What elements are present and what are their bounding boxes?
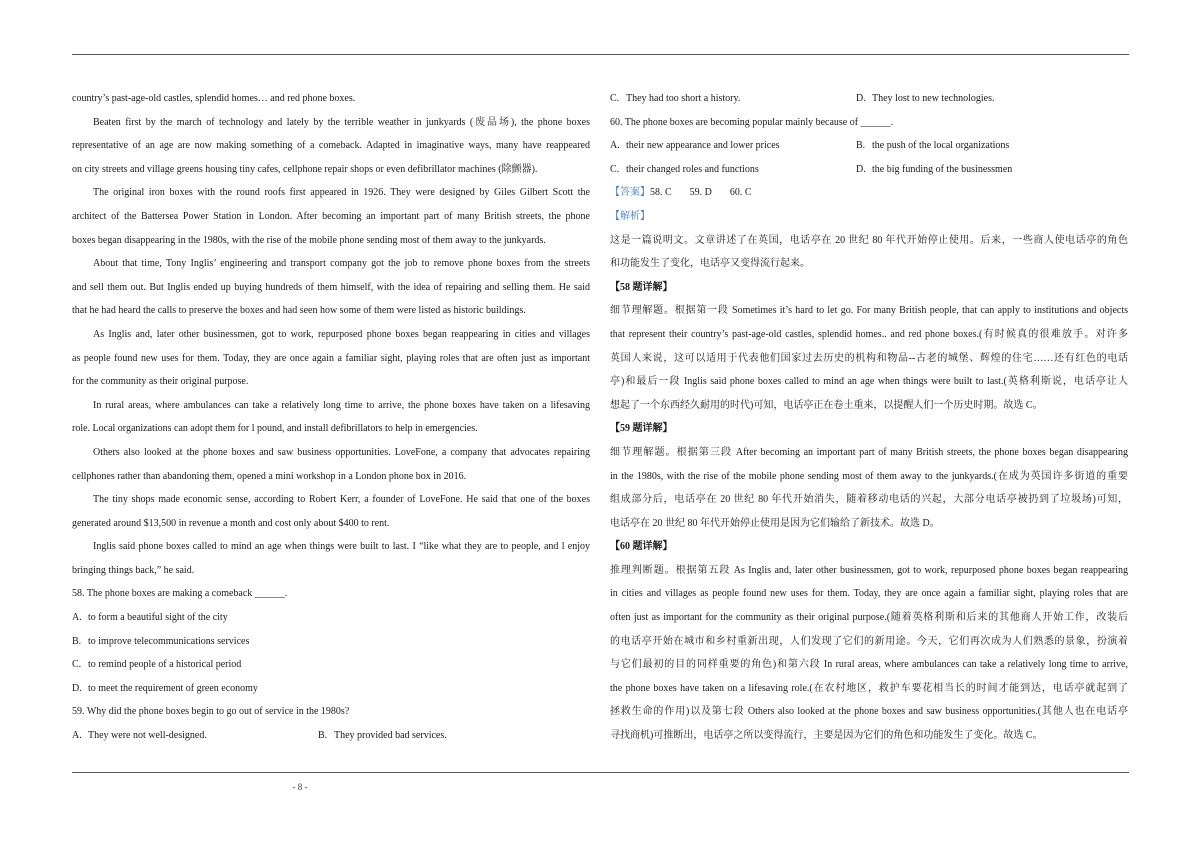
option-letter: B. [72, 635, 82, 647]
explanation-59-heading: 【59 题详解】 [610, 423, 673, 435]
option-letter: A. [72, 730, 82, 742]
question-59-options-row [72, 724, 590, 748]
question-59-options-row [610, 87, 1128, 111]
question-59-option [72, 724, 318, 748]
option-text: They provided bad services. [334, 730, 447, 742]
explanation-line: 推理判断题。根据第五段 As Inglis and, later other businessmen, got to work, repurposed phone boxes began reappearing [610, 564, 1128, 576]
passage-line: The tiny shops made economic sense, according to Robert Kerr, a founder of LoveFone. He said that one of the boxes [93, 494, 590, 506]
option-text: their changed roles and functions [626, 163, 759, 175]
option-text: They had too short a history. [626, 93, 741, 104]
explanation-line: 与它们最初的目的同样重要的角色)和第六段 In rural areas, where ambulances can take a relatively long time to arrive, [610, 659, 1128, 671]
passage-line: for the community as their original purpose. [72, 376, 249, 388]
question-60-option [856, 134, 1102, 158]
analysis-label: 【解析】 [610, 210, 650, 222]
passage-line: bringing things back,” he said. [72, 564, 195, 576]
option-letter: D. [856, 93, 866, 104]
option-letter: B. [318, 730, 328, 742]
option-text: They were not well-designed. [88, 730, 207, 742]
passage-line: on city streets and village greens housing tiny cafes, cellphone repair shops or even defibrillator machines (除颤器). [72, 163, 538, 175]
answer-label: 【答案】 [610, 187, 650, 199]
option-text: to form a beautiful sight of the city [88, 612, 228, 624]
explanation-line: 拯救生命的作用)以及第七段 Others also looked at the phone boxes and saw business opportunities.(其他人也在电话亭 [610, 706, 1128, 718]
option-text: the big funding of the businessmen [872, 163, 1013, 175]
question-58-option [72, 630, 590, 654]
question-58-option [72, 653, 590, 677]
header-rule [72, 54, 1129, 55]
explanation-line: 想起了一个东西经久耐用的时代)可知，电话亭正在卷土重来，以提醒人们一个历史时期。故选 C。 [610, 399, 1043, 411]
explanation-line: 细节理解题。根据第一段 Sometimes it’s hard to let go. For many British people, that can apply to institutions and objects [610, 305, 1128, 317]
passage-line: country’s past-age-old castles, splendid homes… and red phone boxes. [72, 93, 356, 104]
passage-line: As Inglis and, later other businessmen, got to work, repurposed phone boxes began reappearing in cities and villages [93, 328, 590, 340]
question-60-option [610, 134, 856, 158]
question-58-option [72, 606, 590, 630]
explanation-line: in the 1980s, with the rise of the mobile phone sending most of them away to the junkyards.(在成为英国许多街道的重要 [610, 470, 1128, 482]
explanation-line: 寻找商机)可推断出，电话亭之所以变得流行，主要是因为它们的角色和功能发生了变化。故选 C。 [610, 730, 1043, 742]
option-text: to improve telecommunications services [88, 635, 250, 647]
passage-line: cellphones rather than abandoning them, opened a mini workshop in a London phone box in 2016. [72, 470, 467, 482]
question-60-option [856, 158, 1102, 182]
explanation-line: 英国人来说，这可以适用于代表他们国家过去历史的机构和物品--古老的城堡、辉煌的住宅……还有红色的电话 [610, 352, 1128, 364]
page-number: - 8 - [292, 782, 308, 792]
passage-line: Others also looked at the phone boxes and saw business opportunities. LoveFone, a company that advocates repairing [93, 446, 590, 458]
passage-line: as people found new uses for them. Today, they are once again a familiar sight, playing roles that are often just as important [72, 352, 590, 364]
option-text: to remind people of a historical period [88, 659, 242, 671]
question-59-option [610, 87, 856, 111]
explanation-60-heading: 【60 题详解】 [610, 541, 673, 553]
question-60-stem: 60. The phone boxes are becoming popular mainly because of ______. [610, 116, 894, 128]
passage-line: that he had heard the calls to preserve the boxes and had seen how some of them were listed as historic buildings. [72, 305, 526, 317]
question-58-stem: 58. The phone boxes are making a comeback ______. [72, 588, 288, 600]
explanation-line: 电话亭在 20 世纪 80 年代开始停止使用是因为它们输给了新技术。故选 D。 [610, 517, 940, 529]
question-60-options-row [610, 134, 1128, 158]
passage-line: architect of the Battersea Power Station in London. After becoming an important part of many British streets, the phone [72, 210, 590, 222]
explanation-line: often just as important for the community as their original purpose.(随着英格利斯和后来的其他商人开始工作，改装后 [610, 612, 1128, 624]
explanation-line: 细节理解题。根据第三段 After becoming an important part of many British streets, the phone boxes began disappearing [610, 446, 1128, 458]
option-letter: C. [610, 93, 620, 104]
option-letter: A. [610, 140, 620, 152]
question-59-option [318, 724, 564, 748]
explanation-58-heading: 【58 题详解】 [610, 281, 673, 293]
right-column [610, 87, 1128, 748]
passage-line: generated around $13,500 in revenue a month and cost only about $400 to rent. [72, 517, 390, 529]
answer-60: 60. C [729, 187, 752, 199]
passage-line: In rural areas, where ambulances can take a relatively long time to arrive, the phone boxes have taken on a lifesaving [93, 399, 590, 411]
option-letter: B. [856, 140, 866, 152]
option-letter: C. [610, 163, 620, 175]
passage-line: About that time, Tony Inglis’ engineering and transport company got the job to remove phone boxes from the streets [93, 258, 590, 270]
answer-line [610, 181, 1128, 205]
question-60-options-row [610, 158, 1128, 182]
explanation-line: 的电话亭开始在城市和乡村重新出现，人们发现了它们的新用途。今天，它们再次成为人们熟悉的景象，扮演着 [610, 635, 1128, 647]
left-column [72, 87, 590, 748]
option-letter: D. [856, 163, 866, 175]
option-letter: D. [72, 682, 82, 694]
question-59-option [856, 87, 1102, 111]
passage-line: Inglis said phone boxes called to mind an age when things were built to last. I “like what they are to people, and l enjoy [93, 541, 590, 553]
explanation-line: 组成部分后，电话亭在 20 世纪 80 年代开始消失，随着移动电话的兴起，大部分电话亭被扔到了垃圾场)可知， [610, 494, 1128, 506]
explanation-line: the phone boxes have taken on a lifesaving role.(在农村地区，救护车要花相当长的时间才能到达，电话亭就起到了 [610, 682, 1128, 694]
summary-line: 和功能发生了变化，电话亭又变得流行起来。 [610, 258, 810, 270]
option-text: the push of the local organizations [872, 140, 1010, 152]
footer-rule [72, 772, 1129, 773]
option-text: to meet the requirement of green economy [88, 682, 258, 694]
passage-line: representative of an age are now making something of a comeback. Adapted in imaginative ways, many have reappeared [72, 140, 590, 152]
answer-59: 59. D [689, 187, 712, 199]
option-letter: A. [72, 612, 82, 624]
question-58-option [72, 677, 590, 701]
passage-line: boxes began disappearing in the 1980s, with the rise of the mobile phone sending most of them away to the junkyards. [72, 234, 546, 246]
passage-line: role. Local organizations can adopt them for l pound, and install defibrillators to help in emergencies. [72, 423, 478, 435]
option-text: They lost to new technologies. [872, 93, 995, 104]
passage-line: and sell them out. But Inglis ended up buying hundreds of them himself, with the idea of repairing and selling them. He said [72, 281, 590, 293]
passage-line: Beaten first by the march of technology and lately by the terrible weather in junkyards (废品场), the phone boxes [93, 116, 590, 128]
question-59-stem: 59. Why did the phone boxes begin to go out of service in the 1980s? [72, 706, 350, 718]
option-letter: C. [72, 659, 82, 671]
answer-58: 58. C [650, 187, 672, 199]
explanation-line: that represent their country’s past-age-old castles, splendid homes.. and red phone boxes.(有时候真的很难放手。对许多 [610, 328, 1128, 340]
passage-line: The original iron boxes with the round roofs first appeared in 1926. They were designed by Giles Gilbert Scott the [93, 187, 590, 199]
explanation-line: 亭)和最后一段 Inglis said phone boxes called to mind an age when things were built to last.(英格利斯说，电话亭让人 [610, 376, 1128, 388]
summary-line: 这是一篇说明文。文章讲述了在英国，电话亭在 20 世纪 80 年代开始停止使用。后来，一些商人使电话亭的角色 [610, 234, 1128, 246]
option-text: their new appearance and lower prices [626, 140, 780, 152]
explanation-line: in cities and villages as people found new uses for them. Today, they are once again a familiar sight, playing roles that are [610, 588, 1128, 600]
question-60-option [610, 158, 856, 182]
